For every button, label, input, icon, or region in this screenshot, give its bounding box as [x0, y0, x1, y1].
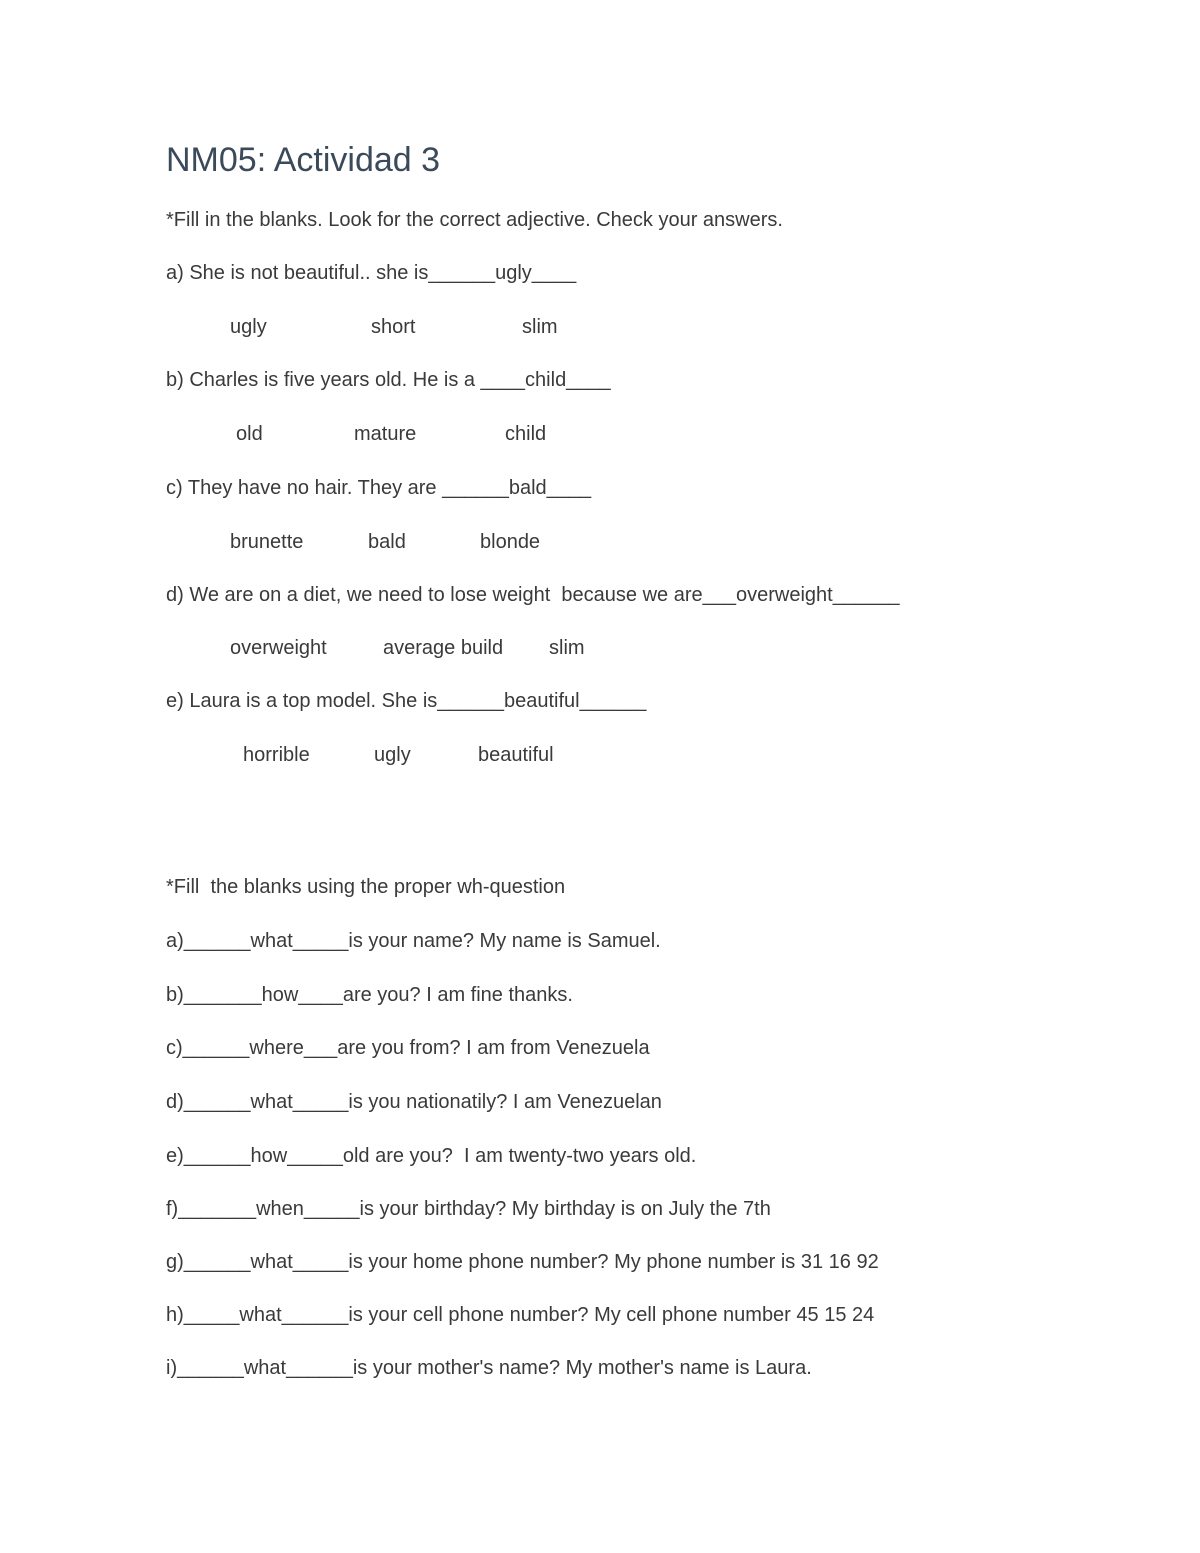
option-a-1: ugly: [230, 316, 267, 338]
option-d-1: overweight: [230, 637, 327, 659]
wh-question-a: a)______what_____is your name? My name is Samuel.: [166, 930, 661, 952]
option-c-2: bald: [368, 531, 406, 553]
wh-question-c: c)______where___are you from? I am from Venezuela: [166, 1037, 650, 1059]
option-e-3: beautiful: [478, 744, 554, 766]
wh-question-i: i)______what______is your mother's name? My mother's name is Laura.: [166, 1357, 812, 1379]
wh-question-d: d)______what_____is you nationatily? I am Venezuelan: [166, 1091, 662, 1113]
option-a-2: short: [371, 316, 416, 338]
adjective-question-a: a) She is not beautiful.. she is______ugly____: [166, 262, 577, 284]
page-title: NM05: Actividad 3: [166, 141, 441, 179]
wh-question-f: f)_______when_____is your birthday? My birthday is on July the 7th: [166, 1198, 771, 1220]
adjective-question-b: b) Charles is five years old. He is a ____child____: [166, 369, 611, 391]
option-a-3: slim: [522, 316, 558, 338]
wh-question-g: g)______what_____is your home phone number? My phone number is 31 16 92: [166, 1251, 879, 1273]
wh-question-h: h)_____what______is your cell phone number? My cell phone number 45 15 24: [166, 1304, 875, 1326]
option-c-3: blonde: [480, 531, 541, 553]
option-e-2: ugly: [374, 744, 411, 766]
adjective-question-d: d) We are on a diet, we need to lose weight because we are___overweight______: [166, 584, 900, 606]
wh-question-b: b)_______how____are you? I am fine thanks.: [166, 984, 573, 1006]
wh-question-e: e)______how_____old are you? I am twenty-two years old.: [166, 1145, 697, 1167]
option-b-2: mature: [354, 423, 417, 445]
option-c-1: brunette: [230, 531, 304, 553]
section2-instruction: *Fill the blanks using the proper wh-question: [166, 876, 566, 898]
option-d-2: average build: [383, 637, 504, 659]
option-b-3: child: [505, 423, 547, 445]
option-d-3: slim: [549, 637, 585, 659]
adjective-question-c: c) They have no hair. They are ______bald____: [166, 477, 592, 499]
adjective-question-e: e) Laura is a top model. She is______beautiful______: [166, 690, 647, 712]
option-e-1: horrible: [243, 744, 310, 766]
option-b-1: old: [236, 423, 263, 445]
section1-instruction: *Fill in the blanks. Look for the correct adjective. Check your answers.: [166, 209, 783, 231]
